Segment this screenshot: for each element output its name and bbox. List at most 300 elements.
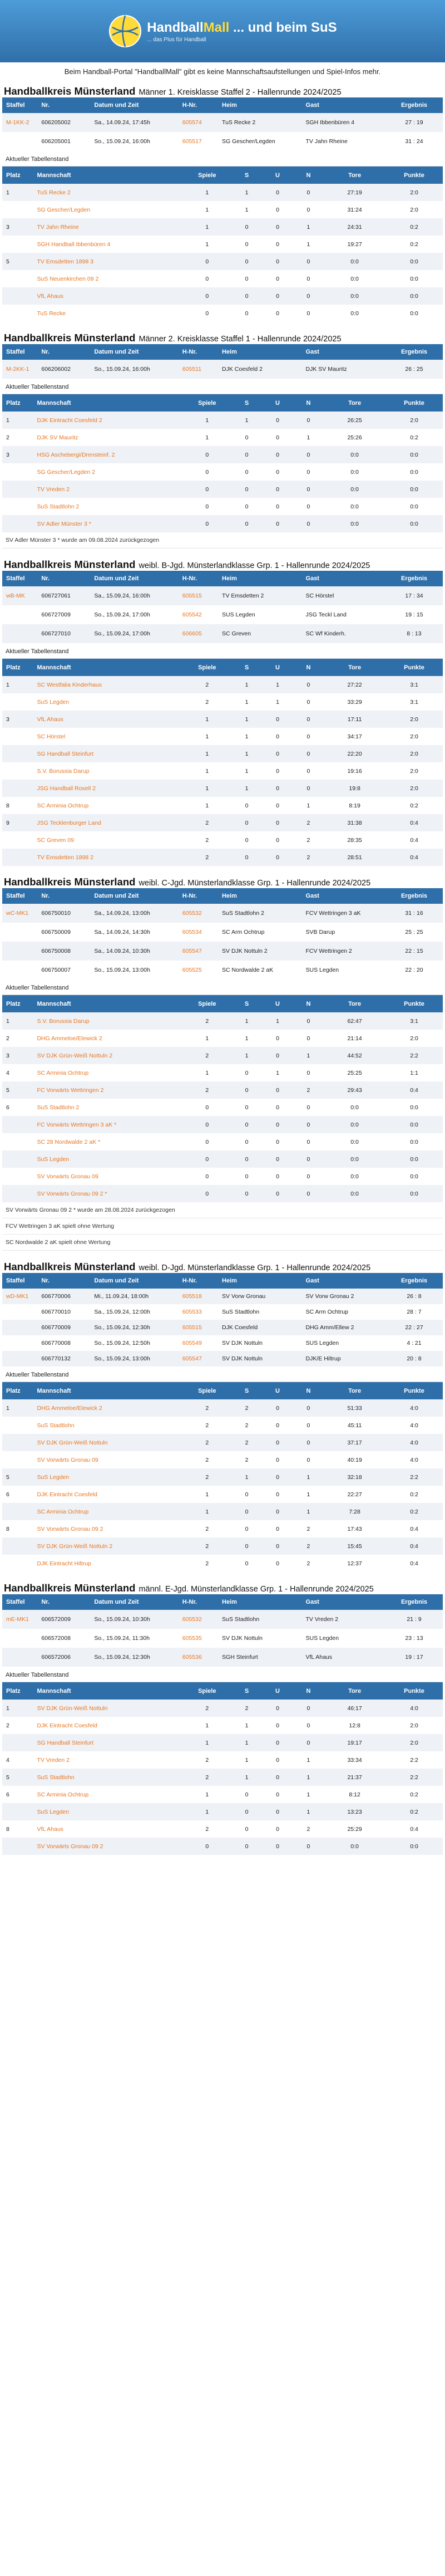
standings-cell[interactable]: SuS Stadtlohn [33, 1769, 182, 1786]
standings-cell: 8 [2, 1820, 33, 1838]
match-header-cell: Ergebnis [385, 1594, 443, 1610]
standings-cell: 0 [262, 1503, 293, 1520]
standings-cell: 1 [183, 1064, 231, 1081]
standings-cell[interactable]: DJK Eintracht Coesfeld [33, 1486, 182, 1503]
standings-cell: 1 [231, 693, 262, 711]
match-cell[interactable] [2, 132, 37, 151]
standings-cell: 5 [2, 1081, 33, 1099]
standings-cell[interactable]: JSG Tecklenburger Land [33, 814, 182, 831]
match-cell[interactable]: wC-MK1 [2, 904, 37, 923]
standings-cell: 0 [293, 270, 324, 287]
match-cell[interactable]: 605542 [179, 605, 218, 624]
standings-cell: 0:0 [385, 446, 443, 463]
standings-cell: 2 [183, 1417, 231, 1434]
standings-cell[interactable]: SuS Stadtlohn [33, 1417, 182, 1434]
match-cell[interactable] [2, 624, 37, 643]
match-cell: DJK Coesfeld [218, 1320, 301, 1335]
standings-cell: 0 [262, 1185, 293, 1202]
standings-cell[interactable]: SuS Neuenkirchen 09 2 [33, 270, 182, 287]
match-cell[interactable]: 605534 [179, 923, 218, 942]
standings-cell[interactable]: SG Handball Steinfurt [33, 745, 182, 762]
standings-cell: 6 [2, 1099, 33, 1116]
standings-cell: 1 [183, 728, 231, 745]
standings-row [2, 498, 443, 515]
match-cell[interactable]: 605525 [179, 961, 218, 980]
standings-row [2, 831, 443, 849]
standings-cell[interactable]: VfL Ahaus [33, 1820, 182, 1838]
standings-cell: 27:22 [324, 676, 385, 693]
standings-cell[interactable]: S.V. Borussia Darup [33, 762, 182, 780]
standings-cell[interactable]: DJK Eintracht Coesfeld [33, 1717, 182, 1734]
standings-cell: 2 [231, 1700, 262, 1717]
league-name: Männer 2. Kreisklasse Staffel 1 - Hallenrunde 2024/2025 [139, 335, 342, 344]
match-cell: 606750010 [37, 904, 90, 923]
standings-cell: 0:0 [385, 1185, 443, 1202]
standings-cell: 2:2 [385, 1047, 443, 1064]
standings-cell[interactable]: SC Arminia Ochtrup [33, 797, 182, 814]
standings-cell: 3:1 [385, 1012, 443, 1030]
standings-cell[interactable]: SuS Legden [33, 1150, 182, 1168]
standings-cell: 2 [231, 1417, 262, 1434]
match-cell: SC Arm Ochtrup [218, 923, 301, 942]
standings-cell: 2 [183, 676, 231, 693]
standings-cell: 0 [262, 446, 293, 463]
standings-cell: 2 [231, 1451, 262, 1468]
standings-cell: 1 [183, 745, 231, 762]
match-cell[interactable]: 605535 [179, 1629, 218, 1648]
match-cell[interactable]: 605547 [179, 1351, 218, 1367]
match-cell[interactable]: 605536 [179, 1648, 218, 1667]
standings-cell[interactable]: SG Handball Steinfurt [33, 1734, 182, 1751]
standings-cell[interactable]: DHG Ammeloe/Elewick 2 [33, 1030, 182, 1047]
standings-row [2, 287, 443, 305]
match-cell: DHG Amm/Ellew 2 [302, 1320, 385, 1335]
match-cell: SV DJK Nottuln [218, 1629, 301, 1648]
match-cell: SC Wf Kinderh. [302, 624, 385, 643]
standings-cell[interactable]: SV DJK Grün-Weiß Nottuln 2 [33, 1047, 182, 1064]
standings-row [2, 1064, 443, 1081]
standings-cell: 0 [231, 831, 262, 849]
standings-cell: 44:52 [324, 1047, 385, 1064]
standings-cell[interactable]: SV Vorwärts Gronau 09 [33, 1451, 182, 1468]
standings-cell: 0 [262, 1700, 293, 1717]
standings-cell[interactable]: TV Emsdetten 1898 3 [33, 253, 182, 270]
match-row [2, 942, 443, 961]
standings-row [2, 1555, 443, 1572]
standings-cell[interactable]: TuS Recke [33, 305, 182, 322]
standings-cell: 4:0 [385, 1399, 443, 1417]
league-section [2, 554, 443, 866]
match-cell[interactable]: 606605 [179, 624, 218, 643]
standings-cell: 0:4 [385, 1820, 443, 1838]
match-cell[interactable]: 605517 [179, 132, 218, 151]
standings-cell: 0 [262, 1168, 293, 1185]
standings-cell: 27:19 [324, 184, 385, 201]
standings-cell[interactable]: VfL Ahaus [33, 711, 182, 728]
standings-cell: 0 [293, 1700, 324, 1717]
standings-cell[interactable]: SuS Legden [33, 1468, 182, 1486]
standings-cell[interactable]: SV DJK Grün-Weiß Nottuln [33, 1434, 182, 1451]
standings-cell [2, 728, 33, 745]
standings-cell: 1 [231, 1047, 262, 1064]
standings-cell: 0 [262, 498, 293, 515]
standings-cell: 2:0 [385, 201, 443, 218]
match-cell[interactable]: 605533 [179, 1304, 218, 1320]
standings-cell: 2 [183, 849, 231, 866]
standings-cell: 0 [293, 305, 324, 322]
standings-cell[interactable]: TV Vreden 2 [33, 481, 182, 498]
match-cell[interactable] [2, 1335, 37, 1351]
match-cell: 606206002 [37, 360, 90, 379]
standings-cell: 8 [2, 1520, 33, 1537]
standings-cell[interactable]: SC Arminia Ochtrup [33, 1786, 182, 1803]
league-name: weibl. D-Jgd. Münsterlandklasse Grp. 1 - Hallenrunde 2024/2025 [139, 1263, 371, 1272]
standings-cell: 0 [231, 1064, 262, 1081]
standings-row [2, 693, 443, 711]
standings-cell: 2 [183, 1820, 231, 1838]
match-cell: DJK/E Hiltrup [302, 1351, 385, 1367]
match-cell[interactable]: 605515 [179, 1320, 218, 1335]
standings-cell[interactable]: SuS Stadtlohn 2 [33, 498, 182, 515]
standings-cell[interactable]: SuS Stadtlohn 2 [33, 1099, 182, 1116]
standings-header-cell: U [262, 995, 293, 1012]
standings-cell: 0:0 [324, 270, 385, 287]
standings-cell[interactable]: SV DJK Grün-Weiß Nottuln 2 [33, 1537, 182, 1555]
standings-cell: 4:0 [385, 1434, 443, 1451]
standings-cell[interactable]: VfL Ahaus [33, 287, 182, 305]
standings-row [2, 201, 443, 218]
match-cell[interactable]: 605574 [179, 113, 218, 132]
standings-cell: 0 [262, 1486, 293, 1503]
standings-cell: 1 [262, 1012, 293, 1030]
match-cell: Sa., 14.09.24, 10:30h [90, 942, 178, 961]
standings-header-cell: Platz [2, 1382, 33, 1399]
standings-cell[interactable]: DJK Eintracht Coesfeld 2 [33, 412, 182, 429]
matches-header-row [2, 1594, 443, 1610]
standings-cell[interactable]: SC 28 Nordwalde 2 aK * [33, 1133, 182, 1150]
standings-cell: 2 [183, 1555, 231, 1572]
standings-cell[interactable]: SV Vorwärts Gronau 09 2 [33, 1838, 182, 1855]
standings-cell: 2 [231, 1434, 262, 1451]
matches-table [2, 888, 443, 980]
standings-cell: 0 [262, 1769, 293, 1786]
standings-cell [2, 270, 33, 287]
match-cell: SC Arm Ochtrup [302, 1304, 385, 1320]
standings-cell: 0 [231, 1537, 262, 1555]
standings-header-row [2, 1682, 443, 1700]
section-title [2, 327, 443, 344]
standings-cell: 0 [262, 1081, 293, 1099]
match-cell[interactable]: 605532 [179, 904, 218, 923]
standings-cell[interactable]: HSG Aschebergi/Drensteinf. 2 [33, 446, 182, 463]
standings-cell[interactable]: FC Vorwärts Wettringen 3 aK * [33, 1116, 182, 1133]
standings-header-cell: U [262, 1382, 293, 1399]
standings-cell: 0 [293, 481, 324, 498]
standings-header-cell: Punkte [385, 995, 443, 1012]
standings-row [2, 463, 443, 481]
standings-cell: 5 [2, 1468, 33, 1486]
standings-cell: 0 [293, 253, 324, 270]
standings-cell[interactable]: TV Jahn Rheine [33, 218, 182, 236]
standings-cell: 2 [293, 1820, 324, 1838]
match-cell[interactable] [2, 961, 37, 980]
standings-cell: 0:2 [385, 797, 443, 814]
matches-table [2, 571, 443, 643]
standings-cell: 4:0 [385, 1417, 443, 1434]
match-cell[interactable] [2, 605, 37, 624]
standings-cell: 17:43 [324, 1520, 385, 1537]
standings-cell: 2:0 [385, 1734, 443, 1751]
match-cell: TuS Recke 2 [218, 113, 301, 132]
match-cell[interactable]: 605515 [179, 586, 218, 605]
standings-header-cell: Mannschaft [33, 995, 182, 1012]
standings-cell[interactable]: TuS Recke 2 [33, 184, 182, 201]
standings-cell[interactable]: SV Vorwärts Gronau 09 [33, 1168, 182, 1185]
standings-cell: 0 [262, 481, 293, 498]
standings-cell: 1 [231, 745, 262, 762]
standings-cell: 0 [293, 762, 324, 780]
standings-cell: 3:1 [385, 676, 443, 693]
standings-cell: 2 [183, 831, 231, 849]
standings-cell: 0 [293, 1434, 324, 1451]
standings-cell: 29:43 [324, 1081, 385, 1099]
standings-row [2, 253, 443, 270]
matches-header-row [2, 97, 443, 113]
match-cell[interactable]: wB-MK [2, 586, 37, 605]
standings-cell[interactable]: SGH Handball Ibbenbüren 4 [33, 236, 182, 253]
standings-cell: 0 [183, 1838, 231, 1855]
standings-cell[interactable]: SC Greven 09 [33, 831, 182, 849]
match-cell: 606572006 [37, 1648, 90, 1667]
match-row [2, 113, 443, 132]
standings-header-cell: Platz [2, 659, 33, 676]
standings-cell [2, 236, 33, 253]
standings-cell: 2 [293, 831, 324, 849]
standings-cell: 1 [262, 693, 293, 711]
match-header-cell: Datum und Zeit [90, 344, 178, 360]
standings-cell: 1 [293, 797, 324, 814]
match-cell[interactable] [2, 923, 37, 942]
match-header-cell: Nr. [37, 1273, 90, 1289]
standings-cell: 0 [293, 1417, 324, 1434]
standings-row [2, 270, 443, 287]
standings-cell: 0 [262, 814, 293, 831]
match-cell[interactable] [2, 1351, 37, 1367]
standings-header-cell: Punkte [385, 166, 443, 184]
standings-cell: 1 [183, 1734, 231, 1751]
match-cell[interactable]: 605511 [179, 360, 218, 379]
standings-cell: 1 [2, 184, 33, 201]
standings-cell: 0 [183, 515, 231, 532]
match-row [2, 1629, 443, 1648]
match-cell: SC Hörstel [302, 586, 385, 605]
standings-cell: 0 [293, 728, 324, 745]
standings-cell[interactable]: S.V. Borussia Darup [33, 1012, 182, 1030]
match-cell: So., 15.09.24, 12:50h [90, 1335, 178, 1351]
standings-row [2, 711, 443, 728]
standings-row [2, 184, 443, 201]
standings-cell: 0 [293, 1030, 324, 1047]
standings-cell[interactable]: TV Emsdetten 1898 2 [33, 849, 182, 866]
match-cell: 25 : 25 [385, 923, 443, 942]
standings-cell: 0 [262, 270, 293, 287]
standings-cell: 1 [2, 1700, 33, 1717]
match-cell: 606572008 [37, 1629, 90, 1648]
match-cell[interactable]: M-2KK-1 [2, 360, 37, 379]
standings-cell: 1 [183, 1030, 231, 1047]
logo[interactable] [108, 14, 337, 48]
standings-cell: 4 [2, 1064, 33, 1081]
standings-cell[interactable]: SV DJK Grün-Weiß Nottuln [33, 1700, 182, 1717]
match-cell[interactable] [2, 1629, 37, 1648]
match-cell: 8 : 13 [385, 624, 443, 643]
standings-cell: 0 [262, 711, 293, 728]
standings-cell [2, 1150, 33, 1168]
match-cell[interactable]: 605547 [179, 942, 218, 961]
match-cell: JSG Teckl Land [302, 605, 385, 624]
standings-cell[interactable]: SV Vorwärts Gronau 09 2 [33, 1520, 182, 1537]
match-header-cell: Datum und Zeit [90, 1594, 178, 1610]
standings-header-cell: S [231, 659, 262, 676]
match-cell[interactable]: wD-MK1 [2, 1289, 37, 1304]
standings-cell[interactable]: SC Arminia Ochtrup [33, 1064, 182, 1081]
standings-cell: 0:0 [324, 1838, 385, 1855]
match-cell[interactable]: M-1KK-2 [2, 113, 37, 132]
match-header-cell: H-Nr. [179, 888, 218, 904]
match-header-cell: Datum und Zeit [90, 97, 178, 113]
standings-cell[interactable]: TV Vreden 2 [33, 1751, 182, 1769]
standings-cell: 2 [2, 1717, 33, 1734]
standings-cell: 8 [2, 797, 33, 814]
standings-cell: 0 [231, 305, 262, 322]
standings-cell: 1 [183, 429, 231, 446]
standings-table [2, 1682, 443, 1855]
standings-cell: 2:0 [385, 728, 443, 745]
standings-row [2, 481, 443, 498]
standings-cell: 0 [293, 1185, 324, 1202]
match-cell: 606727009 [37, 605, 90, 624]
standings-cell: 0:2 [385, 1803, 443, 1820]
standings-cell[interactable]: SV Vorwärts Gronau 09 2 * [33, 1185, 182, 1202]
match-cell[interactable] [2, 942, 37, 961]
standings-cell: 33:34 [324, 1751, 385, 1769]
standings-cell: 1 [183, 1717, 231, 1734]
match-cell[interactable] [2, 1304, 37, 1320]
match-cell: SUS Legden [302, 961, 385, 980]
standings-cell: 0 [231, 1820, 262, 1838]
match-row [2, 1648, 443, 1667]
standings-cell: 0 [262, 780, 293, 797]
standings-cell[interactable]: SV Adler Münster 3 * [33, 515, 182, 532]
match-header-cell: Nr. [37, 1594, 90, 1610]
standings-cell [2, 1417, 33, 1434]
standings-cell: 31:38 [324, 814, 385, 831]
standings-row [2, 1751, 443, 1769]
standings-cell[interactable]: SG Gescher/Legden [33, 201, 182, 218]
match-cell: Sa., 14.09.24, 14:30h [90, 923, 178, 942]
standings-cell: 1 [293, 1751, 324, 1769]
match-row [2, 1351, 443, 1367]
match-cell: 606750007 [37, 961, 90, 980]
standings-cell: 0 [293, 515, 324, 532]
match-row [2, 1320, 443, 1335]
standings-cell[interactable]: DJK Eintracht Hiltrup [33, 1555, 182, 1572]
standings-cell[interactable]: SC Hörstel [33, 728, 182, 745]
standings-cell: 0:2 [385, 236, 443, 253]
standings-cell: 0 [262, 1468, 293, 1486]
standings-cell: 1 [183, 1803, 231, 1820]
standings-cell: 0 [231, 287, 262, 305]
standings-cell: 2:0 [385, 762, 443, 780]
match-header-cell: Heim [218, 1273, 301, 1289]
match-cell[interactable] [2, 1648, 37, 1667]
standings-cell: 0 [262, 1451, 293, 1468]
standings-cell: 1 [183, 797, 231, 814]
standings-cell: 1 [2, 412, 33, 429]
standings-cell [2, 1838, 33, 1855]
standings-row [2, 305, 443, 322]
matches-table [2, 1273, 443, 1367]
standings-header-cell: S [231, 1682, 262, 1700]
match-header-cell: Ergebnis [385, 571, 443, 586]
standings-cell: 2:2 [385, 1769, 443, 1786]
standings-cell[interactable]: SG Gescher/Legden 2 [33, 463, 182, 481]
standings-cell: 0:0 [385, 287, 443, 305]
match-cell[interactable]: 605518 [179, 1289, 218, 1304]
match-cell: So., 15.09.24, 11:30h [90, 1629, 178, 1648]
standings-cell: 24:31 [324, 218, 385, 236]
standings-cell[interactable]: SuS Legden [33, 693, 182, 711]
match-cell: So., 15.09.24, 17:00h [90, 605, 178, 624]
standings-table [2, 166, 443, 322]
standings-cell[interactable]: DHG Ammeloe/Elewick 2 [33, 1399, 182, 1417]
standings-cell [2, 1168, 33, 1185]
league-name: Männer 1. Kreisklasse Staffel 2 - Hallenrunde 2024/2025 [139, 88, 342, 97]
match-header-cell: Nr. [37, 97, 90, 113]
matches-table [2, 1594, 443, 1667]
standings-cell [2, 693, 33, 711]
standings-cell: 0:4 [385, 1537, 443, 1555]
standings-cell: 0 [293, 1838, 324, 1855]
standings-cell: 0 [293, 412, 324, 429]
match-cell: 27 : 19 [385, 113, 443, 132]
standings-cell: 12:8 [324, 1717, 385, 1734]
standings-cell: 1 [293, 236, 324, 253]
standings-cell: 0 [293, 1099, 324, 1116]
standings-cell[interactable]: SuS Legden [33, 1803, 182, 1820]
standings-cell: 2 [183, 1769, 231, 1786]
standings-cell: 8:19 [324, 797, 385, 814]
standings-header-cell: Spiele [183, 166, 231, 184]
standings-cell: 1 [231, 184, 262, 201]
standings-cell: 0 [293, 1133, 324, 1150]
standings-cell[interactable]: DJK SV Mauritz [33, 429, 182, 446]
match-cell: 606770010 [37, 1304, 90, 1320]
match-cell: 606727010 [37, 624, 90, 643]
match-cell[interactable] [2, 1320, 37, 1335]
standings-cell[interactable]: SC Arminia Ochtrup [33, 1503, 182, 1520]
standings-row [2, 1434, 443, 1451]
match-cell[interactable]: 605532 [179, 1610, 218, 1629]
standings-cell[interactable]: SC Westfalia Kinderhaus [33, 676, 182, 693]
match-cell: 606205002 [37, 113, 90, 132]
match-cell[interactable]: mE-MK1 [2, 1610, 37, 1629]
standings-cell[interactable]: FC Vorwärts Wettringen 2 [33, 1081, 182, 1099]
standings-cell: 0 [231, 446, 262, 463]
standings-row [2, 1803, 443, 1820]
standings-cell[interactable]: JSG Handball Rosell 2 [33, 780, 182, 797]
match-cell[interactable]: 605549 [179, 1335, 218, 1351]
